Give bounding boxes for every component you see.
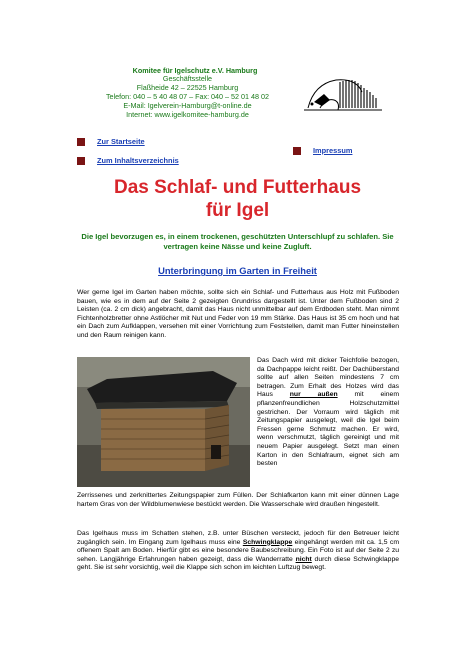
paragraph-2-continued: Zerrissenes und zerknittertes Zeitungspapier zum Füllen. Der Schlafkarton kann mit einer dünnen Lage hartem Gras von der Wildblumenwiese bestückt werden. Die Wasserschale wird draußen hingestellt.	[77, 492, 399, 508]
page-title-line2: für Igel	[205, 200, 270, 221]
emphasis-nicht: nicht	[295, 555, 312, 563]
paragraph-1: Wer gerne Igel im Garten haben möchte, sollte sich ein Schlaf- und Futterhaus aus Holz mit Fußboden bauen, wie es in dem auf der Seite 2 gezeigten Grundriss dargestellt ist. Unter dem Fußboden sind 2 Leisten (ca. 2 cm dick) angebracht, damit das Haus nicht unmittelbar auf dem Erdboden steht. Man nimmt Fichtenholzbretter ohne Astlöcher mit Nut und Feder von 19 mm Stärke. Das Haus ist 35 cm hoch und hat ein Dach zum Aufklappen, versehen mit einer Vorrichtung zum Feststellen, damit man Futter hineinstellen und den Raum reinigen kann.	[77, 289, 399, 339]
paragraph-2-side	[257, 357, 399, 469]
paragraph-3	[77, 530, 399, 573]
section-heading: Unterbringung im Garten in Freiheit	[158, 265, 317, 276]
page-title-line1: Das Schlaf- und Futterhaus	[113, 177, 362, 198]
address: Flaßheide 42 – 22525 Hamburg	[136, 83, 239, 92]
link-home[interactable]: Zur Startseite	[97, 137, 145, 146]
email: E-Mail: Igelverein-Hamburg@t-online.de	[123, 101, 252, 110]
paragraph-2-text-b: mit einem pflanzenfreundlichen Holzschutzmittel gestrichen. Der Vorraum wird täglich mit Zeitungspapier ausgelegt, weil die Igel beim Fressen gerne Schmutz machen. Er wird, wenn verschmutzt, täglich gereinigt und mit neuem Papier ausgelegt. Setzt man einen Karton in den Schlafraum, eignet sich am besten	[257, 391, 399, 468]
org-name: Komitee für Igelschutz e.V. Hamburg	[132, 66, 258, 75]
hedgehog-house-photo	[77, 357, 250, 487]
paragraph-3-text-a: Das Igelhaus muss im Schatten stehen, z.B. unter Büschen versteckt, jedoch für den Betreuer leicht zugänglich sein. Im Eingang zum Igelhaus muss eine	[77, 530, 399, 546]
link-imprint[interactable]: Impressum	[313, 146, 353, 155]
paragraph-3-text-c: durch diese Schwingklappe geht. Sie ist sehr vorsichtig, weil die Klappe sich schon im leichten Luftzug bewegt.	[77, 555, 400, 572]
internet: Internet: www.igelkomitee-hamburg.de	[126, 110, 249, 119]
paragraph-2-text-a: Das Dach wird mit dicker Teichfolie bezogen, da Dachpappe leicht reißt. Der Dachüberstand sollte auf allen Seiten mindestens 7 cm betragen. Zum Erhalt des Holzes wird das Haus	[257, 357, 399, 399]
hedgehog-logo	[300, 66, 385, 116]
emphasis-schwingklappe: Schwingklappe	[242, 538, 293, 546]
bullet-square-icon	[293, 147, 301, 155]
bullet-square-icon	[77, 138, 85, 146]
link-toc[interactable]: Zum Inhaltsverzeichnis	[97, 156, 179, 165]
bullet-square-icon	[77, 157, 85, 165]
office-label: Geschäftsstelle	[162, 74, 213, 83]
paragraph-3-text-b: eingehängt werden mit ca. 1,5 cm offenem Spalt am Boden. Hierfür gibt es eine besondere Baubeschreibung. Ein Foto ist auf der Seite 2 zu sehen. Langjährige Erfahrungen haben gezeigt, dass die Wanderratte	[77, 538, 399, 563]
phone-fax: Telefon: 040 – 5 40 48 07 – Fax: 040 – 52 01 48 02	[105, 92, 270, 101]
intro-text: Die Igel bevorzugen es, in einem trockenen, geschützten Unterschlupf zu schlafen. Sie vertragen keine Nässe und keine Zugluft.	[81, 232, 394, 251]
emphasis-nur-aussen: nur außen	[289, 391, 338, 399]
